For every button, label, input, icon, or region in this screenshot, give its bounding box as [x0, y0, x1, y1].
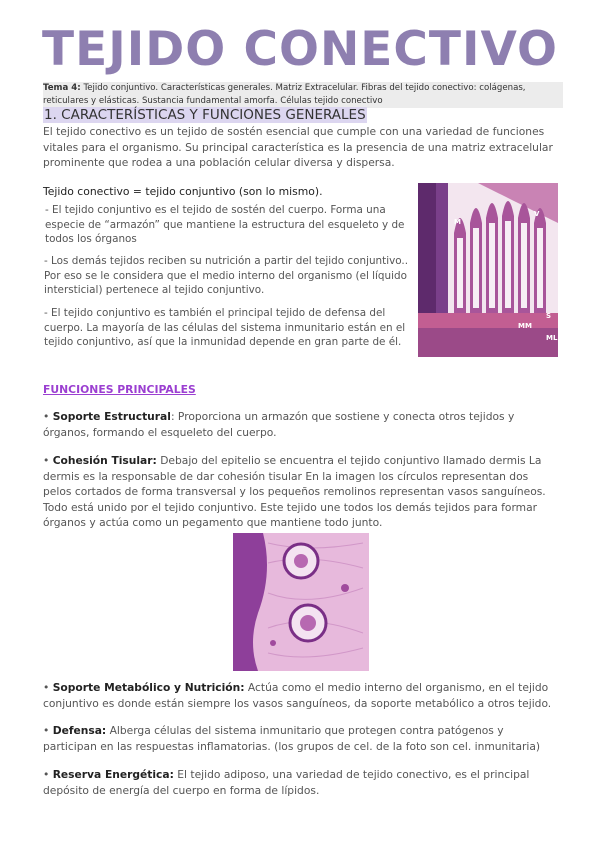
function-item: • Defensa: Alberga células del sistema inmunitario que protegen contra patógenos y participan en las respuestas inflamatorias. (los grupos de cel. de la foto son cel. inmunitaria)	[43, 724, 541, 753]
histology-image-intestine	[418, 183, 558, 357]
function-title: Cohesión Tisular:	[52, 454, 157, 467]
function-text: : Proporciona un armazón que sostiene y conecta otros tejidos y órganos, formando el esqueleto del cuerpo.	[43, 410, 515, 439]
section-heading: 1. CARACTERÍSTICAS Y FUNCIONES GENERALES	[44, 107, 366, 123]
image-label-v: V	[534, 210, 540, 218]
functions-heading-link[interactable]: FUNCIONES PRINCIPALES	[43, 383, 196, 396]
function-title: Soporte Metabólico y Nutrición:	[52, 681, 245, 694]
image-label-m: M	[454, 218, 461, 226]
bullet-item: - Los demás tejidos reciben su nutrición a partir del tejido conjuntivo.. Por eso se le considera que el medio interno del organismo (el líquido intersticial) pertenece al tejido conjuntivo.	[44, 255, 409, 296]
page-title: TEJIDO CONECTIVO	[42, 22, 558, 77]
image-label-s: S	[546, 312, 552, 320]
function-item: • Soporte Metabólico y Nutrición: Actúa como el medio interno del organismo, en el tejido conjuntivo es donde están siempre los vasos sanguíneos, da soporte metabólico a otros tejido.	[43, 681, 552, 710]
intro-paragraph: El tejido conectivo es un tejido de sostén esencial que cumple con una variedad de funciones vitales para el organismo. Su principal característica es la presencia de una matriz extracelular prominente que rodea a una población celular diversa y dispersa.	[43, 125, 553, 169]
topic-text: Tejido conjuntivo. Características generales. Matriz Extracelular. Fibras del tejido conectivo: colágenas, reticulares y elásticas. Sustancia fundamental amorfa. Células tejido conectivo	[43, 83, 526, 106]
function-item: • Reserva Energética: El tejido adiposo, una variedad de tejido conectivo, es el principal depósito de energía del cuerpo en forma de lípidos.	[43, 768, 530, 797]
subheading: Tejido conectivo = tejido conjuntivo (son lo mismo).	[43, 185, 323, 198]
function-title: Defensa:	[52, 724, 107, 737]
bullet-item: - El tejido conjuntivo es también el principal tejido de defensa del cuerpo. La mayoría de las células del sistema inmunitario están en el tejido conjuntivo, así que la inmunidad depende en gran parte de él.	[44, 307, 406, 348]
function-text: Debajo del epitelio se encuentra el tejido conjuntivo llamado dermis La dermis es la responsable de dar cohesión tisular En la imagen los círculos representan dos pelos cortados de forma transversal y los pequeños remolinos representan vasos sanguíneos. Todo está unido por el tejido conjuntivo. Este tejido une todos los demás tejidos para formar órganos y actúa como un pegamento que mantiene todo junto.	[43, 454, 546, 529]
function-text: Alberga células del sistema inmunitario que protegen contra patógenos y participan en las respuestas inflamatorias. (los grupos de cel. de la foto son cel. inmunitaria)	[43, 724, 541, 753]
function-title: Soporte Estructural	[52, 410, 171, 423]
function-item: • Soporte Estructural: Proporciona un armazón que sostiene y conecta otros tejidos y órganos, formando el esqueleto del cuerpo.	[43, 410, 515, 439]
bullet-item: - El tejido conjuntivo es el tejido de sostén del cuerpo. Forma una especie de “armazón” que mantiene la estructura del esqueleto y de todos los órganos	[45, 204, 405, 245]
image-label-ml: ML	[546, 334, 558, 342]
topic-label: Tema 4:	[43, 83, 81, 93]
function-title: Reserva Energética:	[52, 768, 174, 781]
topic-summary	[43, 82, 563, 108]
histology-image-dermis	[233, 533, 369, 671]
image-label-mm: MM	[518, 322, 532, 330]
function-item: • Cohesión Tisular: Debajo del epitelio se encuentra el tejido conjuntivo llamado dermis La dermis es la responsable de dar cohesión tisular En la imagen los círculos representan dos pelos cortados de forma transversal y los pequeños remolinos representan vasos sanguíneos. Todo está unido por el tejido conjuntivo. Este tejido une todos los demás tejidos para formar órganos y actúa como un pegamento que mantiene todo junto.	[43, 454, 546, 529]
function-text: Actúa como el medio interno del organismo, en el tejido conjuntivo es donde están siempre los vasos sanguíneos, da soporte metabólico a otros tejido.	[43, 681, 552, 710]
function-text: El tejido adiposo, una variedad de tejido conectivo, es el principal depósito de energía del cuerpo en forma de lípidos.	[43, 768, 530, 797]
